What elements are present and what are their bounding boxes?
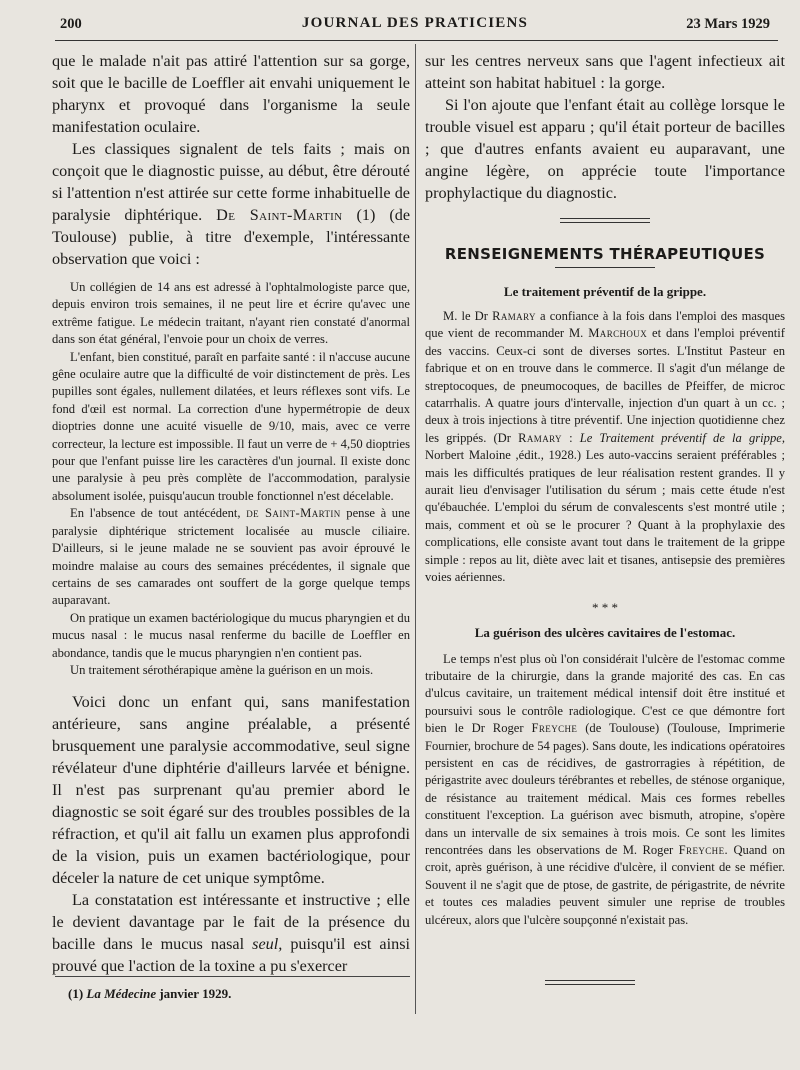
- p4-text-b: puisqu'il est ainsi prouvé que l'action de la toxine a pu s'exercer: [52, 935, 411, 976]
- left-paragraph-4: [52, 889, 410, 977]
- grippe-text-e: Norbert Maloine ,édit., 1928.) Les auto-vaccins seraient préférables ; mais les difficultés pratiques de leur réalisation restent grandes. Il y aurait lieu d'envisager l'utilisation du sérum ; mais cette étude n'est qu'ébauchée. L'emploi du sérum de convalescents s'est montré utile ; mais, comment et où se le procurer ? Quant à la prophylaxie des complications, elle consiste avant tout dans le traitement de la grippe simple : repos au lit, diète avec lait et tisanes, antisepsie des premières voies aériennes.: [425, 448, 785, 585]
- right-paragraph-2: Si l'on ajoute que l'enfant était au collège lorsque le trouble visuel est apparu ; qu'il était porteur de bacilles ; que d'autres enfants avaient eu auparavant, une angine légère, on apprécie toute l'importance prophylactique du diagnostic.: [425, 96, 785, 202]
- ulceres-text-a: Le temps n'est plus où l'on considérait l'ulcère de l'estomac comme tributaire de la chirurgie, dans la grande majorité des cas. En cas d'ulcus cavitaire, un traitement médical intensif doit être institué et poursuivi sous le contrôle radiologique. C'est ce que démontre fort bien le Dr Roger: [425, 651, 785, 736]
- observation-paragraph-5: Un traitement sérothérapique amène la guérison en un mois.: [70, 662, 374, 677]
- observation-paragraph-2: L'enfant, bien constitué, paraît en parfaite santé : il n'accuse aucune gêne oculaire autre que la difficulté de voir distinctement de près. Les pupilles sont égales, nullement dilatées, et leurs réflexes sont vifs. Le fond d'œil est normal. La correction d'une hypermétropie de deux dioptries donne une acuité visuelle de 9/10, mais, avec ce verre correcteur, la lecture est impossible. Il faut un verre de + 4,50 dioptries pour que l'enfant puisse lire les caractères d'un journal. Il existe donc une paralysie à peu près complète de l'accommodation, paralysie absolument isolée, puisqu'aucun trouble fonctionnel n'est décelable.: [52, 349, 410, 503]
- header-rule: [55, 40, 778, 41]
- right-column: [425, 50, 785, 929]
- p4-italic-seul: seul,: [252, 935, 283, 954]
- grippe-book-title: Le Traitement préventif de la grippe,: [579, 430, 785, 445]
- author-name-ramary: Ramary: [492, 309, 536, 323]
- footnote-date: janvier 1929.: [159, 986, 232, 1001]
- obs3-text-b: pense à une paralysie diphtérique strictement localisée au muscle ciliaire. D'ailleurs, si le jeune malade ne se souvient pas avoir éprouvé le moindre malaise au cours des semaines précédentes, il signale que certains de ses camarades ont souffert de la gorge quelque temps auparavant.: [52, 506, 410, 608]
- author-name-freyche: Freyche: [531, 721, 578, 736]
- article-title-ulceres: La guérison des ulcères cavitaires de l'estomac.: [474, 624, 736, 640]
- left-paragraph-3: Voici donc un enfant qui, sans manifestation antérieure, sans angine préalable, a présenté brusquement une paralysie accommodative, seul signe révélateur d'une diphtérie d'ailleurs larvée et bénigne. Il n'est pas surprenant qu'au premier abord le diagnostic se soit égaré sur des troubles possibles de la réfraction, et qu'il ait fallu un examen plus approfondi de la vision, puis un examen bactériologique, pour déceler la nature de cet unique symptôme.: [52, 693, 410, 888]
- ulceres-paragraph: [425, 651, 785, 930]
- author-name-saint-martin-2: de Saint-Martin: [246, 506, 341, 521]
- footnote-rule: [55, 976, 410, 977]
- page-number: 200: [60, 16, 82, 32]
- left-p2-text-b: (1) (de Toulouse) publie, à titre d'exemple, l'intéressante observation que voici :: [52, 206, 411, 268]
- article-title-grippe: Le traitement préventif de la grippe.: [503, 284, 707, 299]
- observation-paragraph-1: Un collégien de 14 ans est adressé à l'ophtalmologiste parce que, depuis environ trois semaines, il ne peut lire et écrire qu'avec une extrême fatigue. Le médecin traitant, n'ayant rien constaté d'anormal dans son état général, l'envoie pour un choix de verres.: [52, 280, 410, 347]
- end-ornament: [545, 980, 635, 985]
- section-asterisks: * * *: [592, 599, 618, 615]
- footnote-number: (1): [68, 986, 84, 1001]
- author-name-ramary-2: Ramary: [518, 430, 562, 445]
- left-paragraph-2: [52, 138, 410, 270]
- section-title: RENSEIGNEMENTS THÉRAPEUTIQUES: [444, 245, 766, 263]
- ulceres-text-c: Quand on croit, après guérison, à une récidive d'ulcère, il convient de se méfier. Souvent il ne s'agit que de ptose, de gastrite, de périgastrite, de névrite et toutes ces maladies peuvent simuler une reprise de troubles ulcéreux, alors que l'ulcère soupçonné n'existait pas.: [425, 842, 786, 927]
- ulceres-text-b: (de Toulouse) (Toulouse, Imprimerie Fournier, brochure de 54 pages). Sans doute, les indications opératoires persistent en cas de récidives, de gastrorragies à répétition, de périgastrite avec douleurs térébrantes et rebelles, de sténose organique, de résistance au traitement médical. Mais ces formes rebelles constituent l'exception. La guérison avec bismuth, atropine, s'opère dans un intervalle de six semaines à trois mois. Ce sont les limites rencontrées dans les observations de M. Roger: [425, 721, 785, 857]
- author-name-saint-martin: De Saint-Martin: [216, 206, 343, 224]
- p4-text-a: La constatation est intéressante et instructive ; elle le devient davantage par le fait de la présence du bacille dans le mucus nasal: [52, 891, 410, 954]
- grippe-paragraph: [425, 308, 785, 587]
- issue-date: 23 Mars 1929: [686, 16, 770, 32]
- column-divider: [415, 44, 416, 1014]
- right-paragraph-1: sur les centres nerveux sans que l'agent infectieux ait atteint son habitat habituel : la gorge.: [425, 52, 785, 92]
- author-name-marchoux: Marchoux: [588, 326, 648, 341]
- grippe-text-a: M. le Dr: [443, 309, 488, 323]
- grippe-text-b: a confiance à la fois dans l'emploi des masques que vient de recommander M.: [425, 309, 786, 341]
- obs3-text-a: En l'absence de tout antécédent,: [70, 506, 241, 521]
- footnote-source: La Médecine: [86, 986, 157, 1001]
- observation-paragraph-4: On pratique un examen bactériologique du mucus pharyngien et du mucus nasal : le mucus nasal renferme du bacille de Loeffler en abondance, tandis que le mucus pharyngien n'en contient pas.: [52, 610, 410, 660]
- left-p2-text-a: Les classiques signalent de tels faits ; mais on conçoit que le diagnostic puisse, au début, être dérouté si l'attention n'est attirée sur cette forme inhabituelle de paralysie diphtérique.: [52, 140, 410, 224]
- page-header: [60, 14, 770, 34]
- left-paragraph-1: que le malade n'ait pas attiré l'attention sur sa gorge, soit que le bacille de Loeffler ait envahi uniquement le pharynx et provoqué dans l'organisme la seule manifestation oculaire.: [52, 52, 410, 136]
- grippe-text-c: et dans l'emploi préventif des vaccins. Ceux-ci sont de diverses sortes. L'Institut Pasteur en fabrique et on en trouve dans le commerce. Il s'agit d'un mélange de streptocoques, de pneumocoques, de bacilles de Pfeiffer, de microc catarrhalis. A quatre jours d'intervalle, injection d'un quart à un cc. ; deux à trois injections à titre préventif. Une injection quotidienne chez les grippés. (Dr: [425, 326, 785, 445]
- observation-paragraph-3: [52, 505, 410, 609]
- author-name-freyche-2: Freyche.: [678, 842, 729, 857]
- left-column: [52, 50, 410, 977]
- footnote: [68, 986, 231, 1002]
- journal-title: JOURNAL DES PRATICIENS: [301, 15, 529, 31]
- grippe-text-d: :: [569, 430, 573, 445]
